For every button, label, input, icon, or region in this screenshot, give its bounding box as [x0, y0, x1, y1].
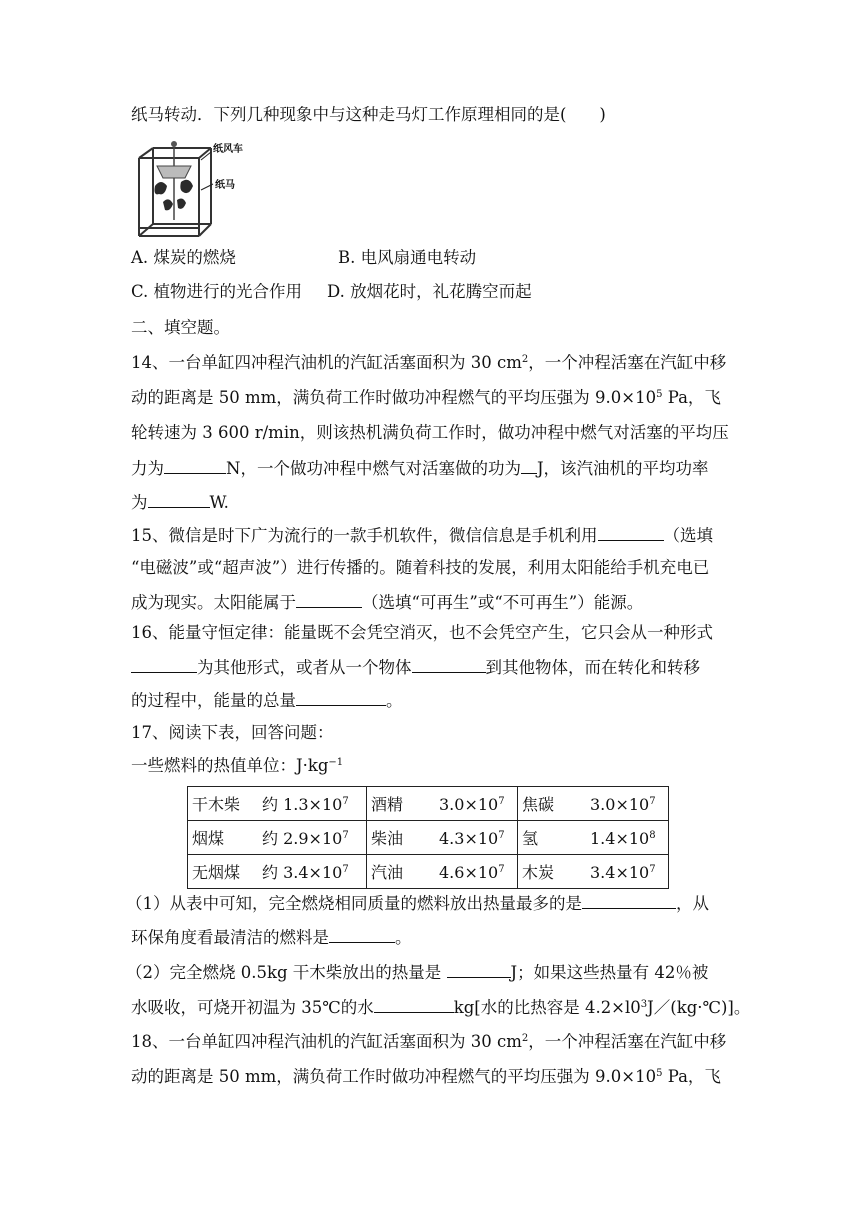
answer-blank: [164, 455, 226, 474]
answer-blank: [131, 654, 197, 673]
answer-blank: [296, 687, 386, 706]
q17-part1-line1: （1）从表中可知，完全燃烧相同质量的燃料放出热量最多的是 ，从: [126, 890, 709, 916]
answer-blank: [412, 654, 486, 673]
answer-blank: [598, 522, 664, 541]
option-c: C. 植物进行的光合作用: [131, 282, 303, 301]
q17-part2-line2: 水吸收，可烧开初温为 35℃的水 kg[水的比热容是 $4.2\times l0^3J/(kg\cdot℃)$]。: [131, 994, 750, 1020]
q14-line4: 力为 N，一个做功冲程中燃气对活塞做的功为 J，该汽油机的平均功率: [131, 455, 709, 481]
answer-blank: [582, 890, 676, 909]
table-row: 烟煤 约 $2.9\times 10^7$ 柴油 $4.3\times 10^7$ 氢 $1.4\times 10^8$: [188, 821, 669, 855]
section-title: 二、填空题。: [131, 318, 230, 337]
table-caption: 一些燃料的热值单位：$J\cdot kg^{-1}$: [131, 756, 344, 775]
q17-part2-line1: （2）完全燃烧 0.5kg 干木柴放出的热量是 J；如果这些热量有 42％被: [126, 959, 708, 985]
q14-line3: 轮转速为 3 600 r/min，则该热机满负荷工作时，做功冲程中燃气对活塞的平均压: [131, 423, 729, 442]
answer-blank: [148, 489, 210, 508]
option-a: A. 煤炭的燃烧: [131, 248, 236, 267]
q16-line3: 的过程中，能量的总量 。: [131, 687, 403, 713]
q18-line2: 动的距离是 50 mm，满负荷工作时做功冲程燃气的平均压强为 $9.0\times 10^5$ Pa，飞: [131, 1067, 721, 1086]
q16-line1: 16、能量守恒定律：能量既不会凭空消灭，也不会凭空产生，它只会从一种形式: [131, 623, 713, 642]
q15-line2: “电磁波”或“超声波”）进行传播的。随着科技的发展，利用太阳能给手机充电已: [131, 558, 710, 577]
q15-line1: 15、微信是时下广为流行的一款手机软件，微信信息是手机利用 （选填: [131, 522, 713, 548]
answer-blank: [329, 924, 395, 943]
table-row: 无烟煤 约 $3.4\times 10^7$ 汽油 $4.6\times 10^7$ 木炭 $3.4\times 10^7$: [188, 855, 669, 889]
q16-line2: 为其他形式，或者从一个物体 到其他物体，而在转化和转移: [131, 654, 700, 680]
q13-stem: 纸马转动．下列几种现象中与这种走马灯工作原理相同的是( ): [131, 105, 606, 124]
option-b: B. 电风扇通电转动: [338, 248, 477, 267]
table-row: 干木柴 约 $1.3\times 10^7$ 酒精 $3.0\times 10^7$ 焦碳 $3.0\times 10^7$: [188, 787, 669, 821]
q15-line3: 成为现实。太阳能属于 （选填“可再生”或“不可再生”）能源。: [131, 589, 643, 615]
q14-line5: 为 W.: [131, 489, 229, 515]
q17-line1: 17、阅读下表，回答问题：: [131, 723, 334, 742]
q18-line1: 18、一台单缸四冲程汽油机的汽缸活塞面积为 30 $cm^2$，一个冲程活塞在汽缸中移: [131, 1032, 727, 1051]
q17-part1-line2: 环保角度看最清洁的燃料是 。: [131, 924, 412, 950]
fuel-heat-value-table: [187, 786, 669, 889]
answer-blank: [521, 455, 537, 474]
answer-blank: [374, 994, 454, 1013]
lantern-figure: [127, 138, 257, 242]
option-d: D. 放烟花时，礼花腾空而起: [327, 282, 532, 301]
answer-blank: [296, 589, 362, 608]
q14-line1: 14、一台单缸四冲程汽油机的汽缸活塞面积为 30 $cm^2$，一个冲程活塞在汽缸中移: [131, 353, 727, 372]
q14-line2: 动的距离是 50 mm，满负荷工作时做功冲程燃气的平均压强为 $9.0\times 10^5$ Pa，飞: [131, 388, 721, 407]
figure-label-horse: 纸马: [215, 180, 235, 191]
figure-label-windmill: 纸风车: [213, 144, 243, 155]
answer-blank: [447, 959, 511, 978]
